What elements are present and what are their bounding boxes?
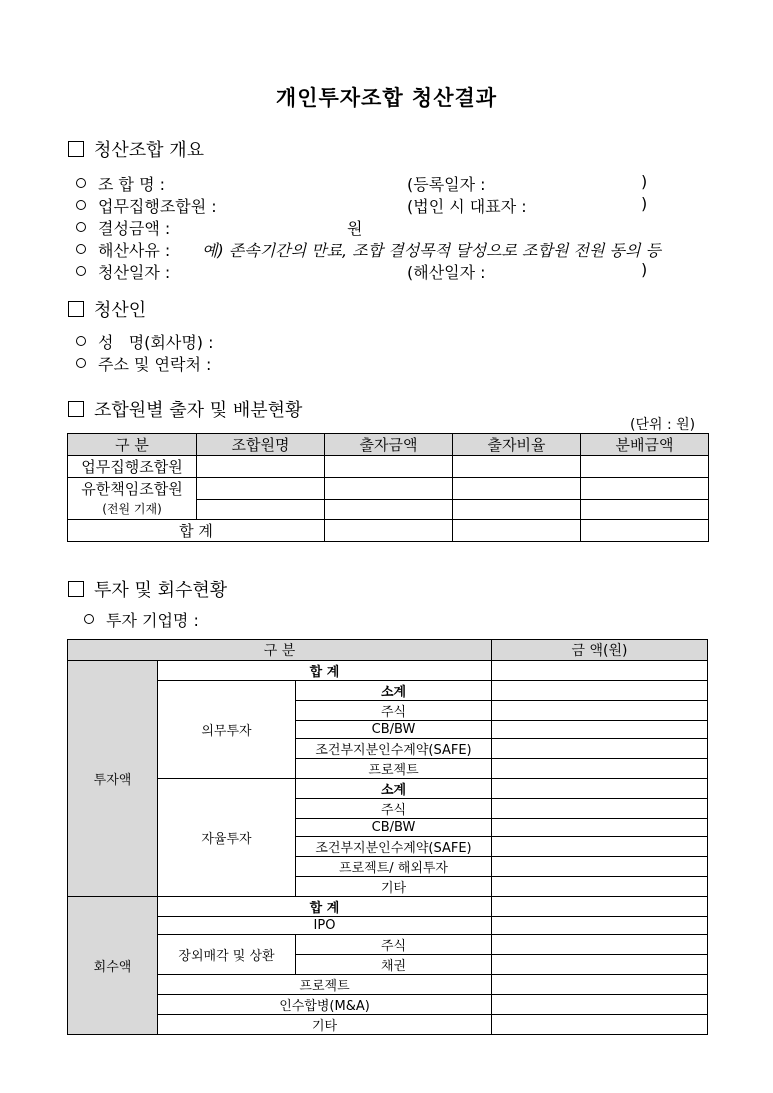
cell	[453, 519, 581, 541]
overview-item-reason: 해산사유 :	[76, 238, 170, 261]
liquidator-contact: 주소 및 연락처 :	[76, 352, 211, 375]
section-liquidator-heading: 청산인	[68, 296, 146, 322]
invest-total: 합 계	[158, 661, 492, 681]
voluntary-investment: 자율투자	[158, 779, 296, 897]
mandatory-cbbw: CB/BW	[296, 721, 492, 739]
recover-ipo: IPO	[158, 917, 492, 935]
amount-cell	[492, 897, 708, 917]
amount-cell	[492, 799, 708, 819]
recover-otc-stock: 주식	[296, 935, 492, 955]
section-members-heading: 조합원별 출자 및 배분현황	[68, 396, 302, 422]
amount-cell	[492, 857, 708, 877]
cell	[197, 478, 325, 500]
amount-cell	[492, 739, 708, 759]
checkbox-square-icon	[68, 401, 84, 417]
cell	[325, 478, 453, 500]
header-contribution: 출자금액	[325, 434, 453, 456]
row-gp: 업무집행조합원	[68, 456, 197, 478]
row-lp-note: (전원 기재)	[68, 499, 197, 519]
overview-item-amount-unit: 원	[347, 219, 363, 238]
amount-cell	[492, 681, 708, 701]
amount-cell	[492, 721, 708, 739]
cell	[453, 499, 581, 519]
header-category: 구 분	[68, 434, 197, 456]
overview-item-reg-date: (등록일자 :	[407, 175, 486, 194]
voluntary-project-overseas: 프로젝트/ 해외투자	[296, 857, 492, 877]
cell	[453, 478, 581, 500]
document-title: 개인투자조합 청산결과	[275, 86, 498, 110]
overview-item-reg-date-close: )	[641, 172, 648, 191]
bullet-circle-icon	[76, 336, 86, 346]
amount-cell	[492, 975, 708, 995]
mandatory-investment: 의무투자	[158, 681, 296, 779]
checkbox-square-icon	[68, 581, 84, 597]
overview-item-dissolution-date-close: )	[641, 260, 648, 279]
investment-company: 투자 기업명 :	[84, 608, 199, 631]
voluntary-subtotal: 소계	[296, 779, 492, 799]
section-investment-heading: 투자 및 회수현황	[68, 576, 227, 602]
bullet-circle-icon	[76, 222, 86, 232]
header-member-name: 조합원명	[197, 434, 325, 456]
cell	[325, 519, 453, 541]
header-amount: 금 액(원)	[492, 640, 708, 661]
bullet-circle-icon	[76, 200, 86, 210]
amount-cell	[492, 759, 708, 779]
amount-cell	[492, 955, 708, 975]
amount-cell	[492, 661, 708, 681]
recover-label: 회수액	[68, 897, 158, 1035]
cell	[197, 499, 325, 519]
row-total: 합 계	[68, 519, 325, 541]
amount-cell	[492, 779, 708, 799]
amount-cell	[492, 877, 708, 897]
amount-cell	[492, 995, 708, 1015]
voluntary-safe: 조건부지분인수계약(SAFE)	[296, 837, 492, 857]
amount-cell	[492, 837, 708, 857]
cell	[581, 456, 709, 478]
mandatory-project: 프로젝트	[296, 759, 492, 779]
overview-item-name: 조 합 명 :	[76, 172, 165, 195]
cell	[453, 456, 581, 478]
bullet-circle-icon	[76, 178, 86, 188]
amount-cell	[492, 819, 708, 837]
bullet-circle-icon	[76, 266, 86, 276]
recover-project: 프로젝트	[158, 975, 492, 995]
mandatory-safe: 조건부지분인수계약(SAFE)	[296, 739, 492, 759]
overview-item-representative: (법인 시 대표자 :	[407, 197, 527, 216]
amount-cell	[492, 701, 708, 721]
bullet-circle-icon	[84, 614, 94, 624]
recover-mna: 인수합병(M&A)	[158, 995, 492, 1015]
invest-label: 투자액	[68, 661, 158, 897]
cell	[581, 499, 709, 519]
members-table	[67, 433, 709, 542]
investment-table	[67, 639, 708, 1035]
voluntary-stock: 주식	[296, 799, 492, 819]
amount-cell	[492, 1015, 708, 1035]
mandatory-subtotal: 소계	[296, 681, 492, 701]
overview-item-dissolution-date: (해산일자 :	[407, 263, 486, 282]
row-lp: 유한책임조합원	[68, 478, 197, 500]
cell	[581, 519, 709, 541]
section-overview-heading: 청산조합 개요	[68, 136, 204, 162]
liquidator-name: 성 명(회사명) :	[76, 330, 214, 353]
recover-otc-bond: 채권	[296, 955, 492, 975]
cell	[325, 456, 453, 478]
overview-item-gp: 업무집행조합원 :	[76, 194, 217, 217]
overview-item-amount: 결성금액 :	[76, 216, 170, 239]
header-distribution: 분배금액	[581, 434, 709, 456]
unit-label: (단위 : 원)	[630, 417, 696, 433]
amount-cell	[492, 917, 708, 935]
checkbox-square-icon	[68, 141, 84, 157]
recover-otc: 장외매각 및 상환	[158, 935, 296, 975]
amount-cell	[492, 935, 708, 955]
bullet-circle-icon	[76, 358, 86, 368]
overview-item-reason-example: 예) 존속기간의 만료, 조합 결성목적 달성으로 조합원 전원 동의 등	[202, 241, 661, 260]
recover-total: 합 계	[158, 897, 492, 917]
bullet-circle-icon	[76, 244, 86, 254]
cell	[581, 478, 709, 500]
overview-item-liquidation-date: 청산일자 :	[76, 260, 170, 283]
header-ratio: 출자비율	[453, 434, 581, 456]
overview-item-representative-close: )	[641, 194, 648, 213]
voluntary-other: 기타	[296, 877, 492, 897]
checkbox-square-icon	[68, 301, 84, 317]
cell	[197, 456, 325, 478]
recover-other: 기타	[158, 1015, 492, 1035]
cell	[325, 499, 453, 519]
voluntary-cbbw: CB/BW	[296, 819, 492, 837]
header-category: 구 분	[68, 640, 492, 661]
mandatory-stock: 주식	[296, 701, 492, 721]
